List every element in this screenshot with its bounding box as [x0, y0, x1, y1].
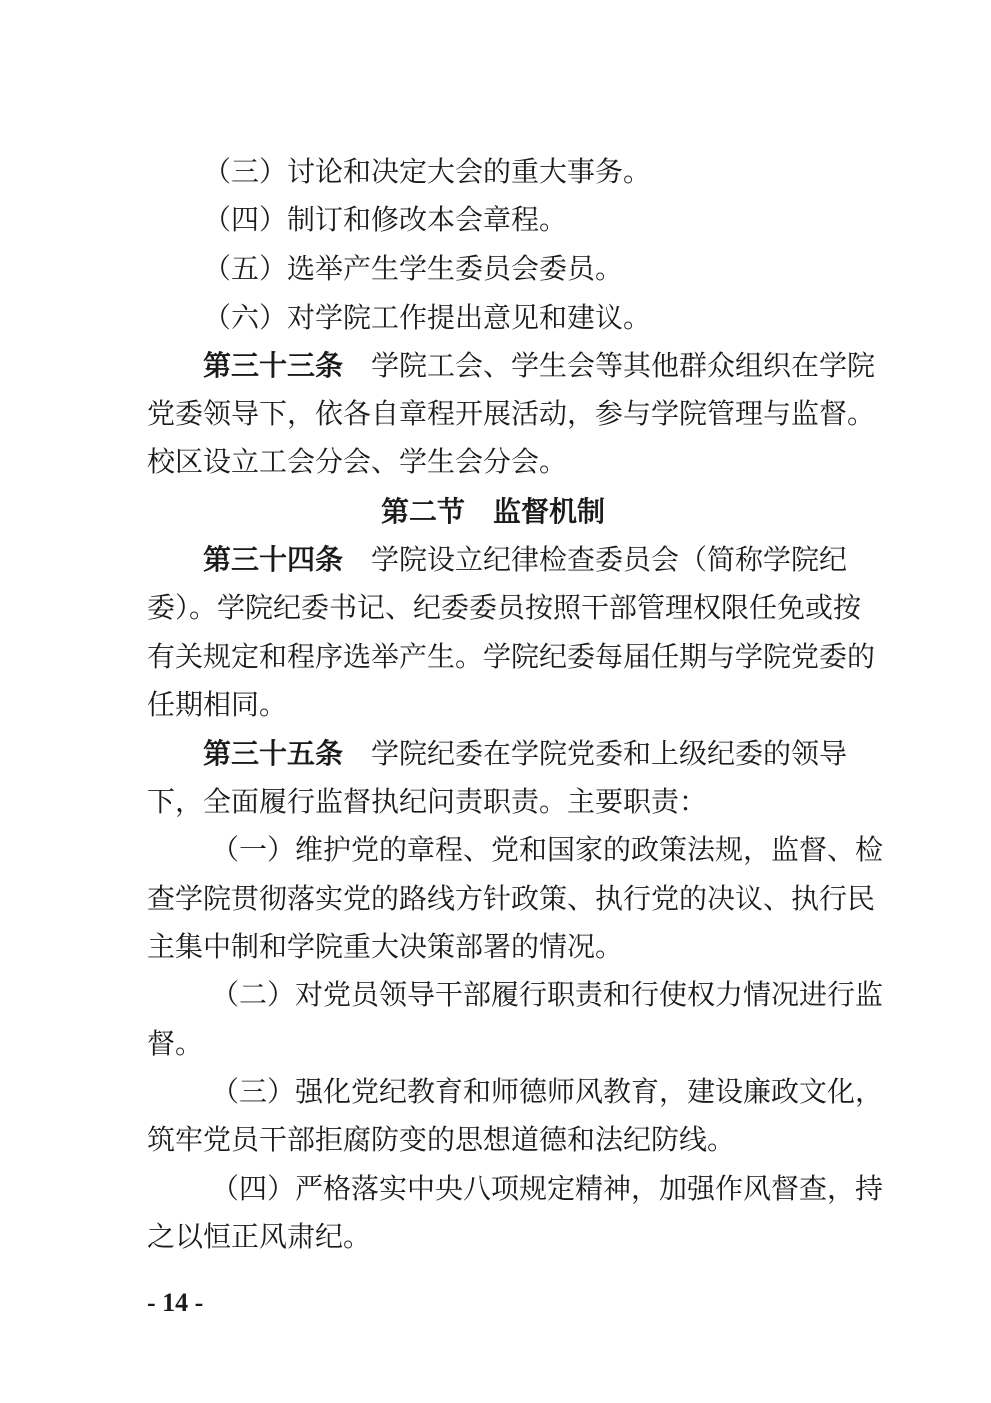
page-number: - 14 -	[147, 1288, 204, 1317]
paragraph-line: （三）强化党纪教育和师德师风教育，建设廉政文化，	[211, 1075, 884, 1108]
paragraph-line: 任期相同。	[147, 688, 288, 721]
paragraph-line: 党委领导下，依各自章程开展活动，参与学院管理与监督。	[147, 397, 876, 430]
paragraph-line: 主集中制和学院重大决策部署的情况。	[147, 930, 624, 963]
paragraph-line: 下，全面履行监督执纪问责职责。主要职责：	[147, 785, 708, 818]
paragraph-line: 督。	[147, 1027, 204, 1060]
paragraph-line: （四）严格落实中央八项规定精神，加强作风督查，持	[211, 1172, 884, 1205]
paragraph-line: 委）。学院纪委书记、纪委委员按照干部管理权限任免或按	[147, 591, 862, 624]
paragraph-line: （三）讨论和决定大会的重大事务。	[203, 155, 652, 188]
paragraph-line: 之以恒正风肃纪。	[147, 1220, 372, 1253]
paragraph-line: （五）选举产生学生委员会委员。	[203, 252, 624, 285]
paragraph-line: 查学院贯彻落实党的路线方针政策、执行党的决议、执行民	[147, 882, 876, 915]
article-34-line: 第三十四条 学院设立纪律检查委员会（简称学院纪	[203, 543, 848, 576]
article-label: 第三十五条	[203, 737, 344, 770]
paragraph-line: （一）维护党的章程、党和国家的政策法规，监督、检	[211, 833, 884, 866]
article-label: 第三十三条	[203, 349, 344, 382]
paragraph-line: （四）制订和修改本会章程。	[203, 203, 568, 236]
paragraph-line: 有关规定和程序选举产生。学院纪委每届任期与学院党委的	[147, 640, 876, 673]
article-label: 第三十四条	[203, 543, 344, 576]
paragraph-line: （二）对党员领导干部履行职责和行使权力情况进行监	[211, 978, 884, 1011]
article-35-line: 第三十五条 学院纪委在学院党委和上级纪委的领导	[203, 737, 848, 770]
paragraph-line: 筑牢党员干部拒腐防变的思想道德和法纪防线。	[147, 1123, 736, 1156]
paragraph-line: （六）对学院工作提出意见和建议。	[203, 301, 652, 334]
article-33-line: 第三十三条 学院工会、学生会等其他群众组织在学院	[203, 349, 876, 382]
paragraph-line: 校区设立工会分会、学生会分会。	[147, 445, 568, 478]
section-heading: 第二节 监督机制	[380, 495, 605, 528]
